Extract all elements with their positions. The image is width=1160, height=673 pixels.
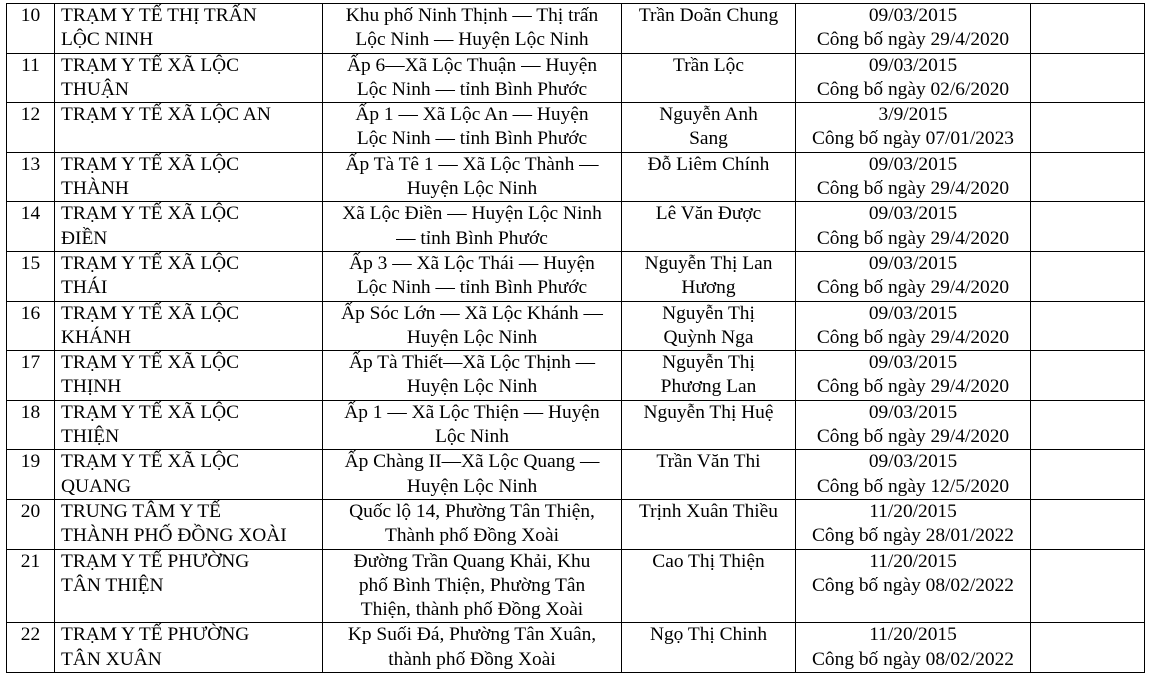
facility-name-cell (55, 4, 323, 54)
table-row (7, 202, 1145, 252)
note-cell (1031, 549, 1145, 623)
person-in-charge-cell-line: Quỳnh Nga (663, 326, 754, 348)
date-cell-line: 11/20/2015 (869, 624, 957, 646)
person-in-charge-cell (622, 4, 796, 54)
address-cell-line: Lộc Ninh — tỉnh Bình Phước (356, 277, 588, 299)
row-number: 18 (20, 401, 41, 423)
person-in-charge-cell (622, 351, 796, 401)
table-row (7, 450, 1145, 500)
date-cell-line: Công bố ngày 02/6/2020 (816, 78, 1010, 100)
date-cell (796, 202, 1031, 252)
address-cell (323, 499, 622, 549)
note-cell (1031, 202, 1145, 252)
date-cell-line: Công bố ngày 29/4/2020 (816, 227, 1010, 249)
date-cell (796, 351, 1031, 401)
facility-name-cell-line: QUANG (61, 475, 132, 497)
date-cell (796, 450, 1031, 500)
person-in-charge-cell (622, 549, 796, 623)
facility-name-cell-line: TRẠM Y TẾ XÃ LỘC (61, 401, 240, 423)
address-cell-line: Ấp 3 — Xã Lộc Thái — Huyện (349, 252, 595, 274)
row-number: 14 (20, 203, 41, 225)
date-cell-line: Công bố ngày 08/02/2022 (812, 648, 1014, 670)
address-cell-line: Ấp Sóc Lớn — Xã Lộc Khánh — (341, 302, 603, 324)
facility-name-cell-line: THIỆN (61, 426, 120, 448)
facility-name-cell-line: TRẠM Y TẾ XÃ LỘC (61, 203, 240, 225)
person-in-charge-cell-line: Sang (689, 128, 728, 150)
stt-cell (7, 53, 55, 103)
address-cell (323, 351, 622, 401)
facility-name-cell-line: TRUNG TÂM Y TẾ (61, 500, 221, 522)
address-cell-line: — tỉnh Bình Phước (396, 227, 548, 249)
table-row (7, 549, 1145, 623)
address-cell-line: thành phố Đồng Xoài (388, 648, 556, 670)
address-cell (323, 103, 622, 153)
person-in-charge-cell-line: Hương (681, 277, 736, 299)
person-in-charge-cell-line: Trịnh Xuân Thiều (639, 500, 778, 522)
stt-cell (7, 152, 55, 202)
address-cell (323, 400, 622, 450)
date-cell-line: Công bố ngày 12/5/2020 (816, 475, 1010, 497)
address-cell-line: Xã Lộc Điền — Huyện Lộc Ninh (342, 203, 602, 225)
row-number: 10 (20, 5, 41, 26)
address-cell (323, 152, 622, 202)
date-cell-line: Công bố ngày 29/4/2020 (816, 326, 1010, 348)
table-row (7, 4, 1145, 54)
date-cell-line: Công bố ngày 29/4/2020 (816, 376, 1010, 398)
facility-name-cell-line: THUẬN (61, 78, 129, 100)
address-cell-line: Đường Trần Quang Khải, Khu (353, 550, 591, 572)
row-number: 20 (20, 500, 41, 522)
date-cell-line: 09/03/2015 (868, 153, 958, 175)
address-cell (323, 549, 622, 623)
person-in-charge-cell (622, 450, 796, 500)
table-row (7, 623, 1145, 673)
facility-name-cell (55, 53, 323, 103)
facility-name-cell-line: THÀNH (61, 178, 129, 200)
facility-name-cell-line: THÀNH PHỐ ĐỒNG XOÀI (61, 525, 287, 547)
facility-name-cell (55, 103, 323, 153)
table-row (7, 152, 1145, 202)
date-cell (796, 400, 1031, 450)
address-cell-line: phố Bình Thiện, Phường Tân (358, 574, 586, 596)
person-in-charge-cell (622, 301, 796, 351)
date-cell (796, 103, 1031, 153)
facility-name-cell-line: TRẠM Y TẾ XÃ LỘC (61, 451, 240, 473)
note-cell (1031, 53, 1145, 103)
address-cell (323, 623, 622, 673)
facility-name-cell-line: TRẠM Y TẾ PHƯỜNG (61, 550, 250, 572)
address-cell-line: Lộc Ninh — tỉnh Bình Phước (356, 128, 588, 150)
facility-name-cell-line: ĐIỀN (61, 227, 108, 249)
date-cell-line: 09/03/2015 (868, 252, 958, 274)
note-cell (1031, 450, 1145, 500)
person-in-charge-cell-line: Nguyễn Thị (662, 352, 755, 374)
address-cell-line: Huyện Lộc Ninh (406, 475, 538, 497)
date-cell (796, 53, 1031, 103)
person-in-charge-cell (622, 53, 796, 103)
facility-name-cell (55, 351, 323, 401)
health-station-table (6, 3, 1145, 673)
date-cell-line: 09/03/2015 (868, 401, 958, 423)
facility-name-cell-line: KHÁNH (61, 326, 132, 348)
facility-name-cell-line: TRẠM Y TẾ XÃ LỘC AN (61, 104, 271, 126)
address-cell-line: Huyện Lộc Ninh (406, 326, 538, 348)
facility-name-cell-line: THÁI (61, 277, 108, 299)
facility-name-cell (55, 499, 323, 549)
person-in-charge-cell (622, 103, 796, 153)
row-number: 12 (20, 104, 41, 126)
person-in-charge-cell (622, 400, 796, 450)
date-cell (796, 251, 1031, 301)
person-in-charge-cell-line: Đỗ Liêm Chính (647, 153, 770, 175)
person-in-charge-cell-line: Trần Văn Thi (656, 451, 761, 473)
address-cell-line: Thiện, thành phố Đồng Xoài (360, 599, 584, 621)
date-cell-line: Công bố ngày 29/4/2020 (816, 277, 1010, 299)
date-cell-line: 09/03/2015 (868, 352, 958, 374)
facility-name-cell-line: TRẠM Y TẾ PHƯỜNG (61, 624, 250, 646)
table-row (7, 351, 1145, 401)
table-row (7, 53, 1145, 103)
address-cell-line: Lộc Ninh — Huyện Lộc Ninh (355, 29, 589, 51)
note-cell (1031, 4, 1145, 54)
stt-cell (7, 4, 55, 54)
row-number: 22 (20, 624, 41, 646)
date-cell-line: 09/03/2015 (868, 5, 958, 26)
person-in-charge-cell-line: Lê Văn Được (655, 203, 762, 225)
stt-cell (7, 301, 55, 351)
date-cell-line: Công bố ngày 29/4/2020 (816, 29, 1010, 51)
facility-name-cell (55, 549, 323, 623)
facility-name-cell-line: TRẠM Y TẾ XÃ LỘC (61, 54, 240, 76)
person-in-charge-cell-line: Trần Lộc (673, 54, 744, 76)
date-cell-line: 09/03/2015 (868, 54, 958, 76)
facility-name-cell (55, 400, 323, 450)
person-in-charge-cell-line: Nguyễn Thị Lan (644, 252, 773, 274)
facility-name-cell-line: LỘC NINH (61, 29, 154, 51)
facility-name-cell-line: TÂN XUÂN (61, 648, 162, 670)
date-cell-line: Công bố ngày 29/4/2020 (816, 426, 1010, 448)
person-in-charge-cell-line: Trần Doãn Chung (638, 5, 779, 26)
address-cell (323, 301, 622, 351)
date-cell-line: 11/20/2015 (869, 500, 957, 522)
note-cell (1031, 400, 1145, 450)
facility-name-cell-line: TRẠM Y TẾ XÃ LỘC (61, 153, 240, 175)
stt-cell (7, 450, 55, 500)
facility-name-cell-line: TRẠM Y TẾ THỊ TRẤN (61, 5, 257, 26)
person-in-charge-cell-line: Nguyễn Thị Huệ (643, 401, 774, 423)
person-in-charge-cell (622, 251, 796, 301)
person-in-charge-cell (622, 499, 796, 549)
note-cell (1031, 251, 1145, 301)
address-cell (323, 251, 622, 301)
address-cell-line: Ấp Tà Tê 1 — Xã Lộc Thành — (345, 153, 599, 175)
row-number: 19 (20, 451, 41, 473)
address-cell-line: Ấp 1 — Xã Lộc Thiện — Huyện (344, 401, 600, 423)
date-cell (796, 4, 1031, 54)
date-cell-line: 09/03/2015 (868, 302, 958, 324)
person-in-charge-cell (622, 152, 796, 202)
address-cell-line: Lộc Ninh (435, 426, 509, 448)
note-cell (1031, 623, 1145, 673)
row-number: 15 (20, 252, 41, 274)
date-cell-line: 09/03/2015 (868, 451, 958, 473)
row-number: 13 (20, 153, 41, 175)
person-in-charge-cell-line: Nguyễn Anh (659, 104, 758, 126)
table-body (7, 4, 1145, 673)
note-cell (1031, 301, 1145, 351)
address-cell-line: Quốc lộ 14, Phường Tân Thiện, (349, 500, 595, 522)
date-cell (796, 549, 1031, 623)
stt-cell (7, 202, 55, 252)
person-in-charge-cell-line: Nguyễn Thị (662, 302, 755, 324)
stt-cell (7, 251, 55, 301)
address-cell (323, 4, 622, 54)
date-cell (796, 623, 1031, 673)
address-cell-line: Ấp Chàng II—Xã Lộc Quang — (344, 451, 600, 473)
address-cell-line: Thành phố Đồng Xoài (385, 525, 559, 547)
date-cell-line: 11/20/2015 (869, 550, 957, 572)
note-cell (1031, 152, 1145, 202)
table-row (7, 301, 1145, 351)
table-row (7, 103, 1145, 153)
row-number: 17 (20, 352, 41, 374)
note-cell (1031, 103, 1145, 153)
facility-name-cell-line: TRẠM Y TẾ XÃ LỘC (61, 252, 240, 274)
address-cell-line: Lộc Ninh — tỉnh Bình Phước (356, 78, 588, 100)
table-row (7, 400, 1145, 450)
row-number: 16 (20, 302, 41, 324)
address-cell-line: Kp Suối Đá, Phường Tân Xuân, (347, 624, 597, 646)
row-number: 21 (20, 550, 41, 572)
person-in-charge-cell-line: Cao Thị Thiện (652, 550, 765, 572)
date-cell-line: Công bố ngày 29/4/2020 (816, 178, 1010, 200)
date-cell-line: 3/9/2015 (878, 104, 948, 126)
address-cell-line: Ấp 1 — Xã Lộc An — Huyện (355, 104, 589, 126)
address-cell-line: Khu phố Ninh Thịnh — Thị trấn (345, 5, 599, 26)
address-cell (323, 202, 622, 252)
address-cell-line: Ấp 6—Xã Lộc Thuận — Huyện (346, 54, 598, 76)
person-in-charge-cell (622, 202, 796, 252)
stt-cell (7, 549, 55, 623)
date-cell-line: 09/03/2015 (868, 203, 958, 225)
address-cell-line: Ấp Tà Thiết—Xã Lộc Thịnh — (348, 352, 596, 374)
person-in-charge-cell-line: Phương Lan (660, 376, 757, 398)
person-in-charge-cell-line: Ngọ Thị Chinh (649, 624, 768, 646)
row-number: 11 (21, 54, 40, 76)
stt-cell (7, 400, 55, 450)
date-cell-line: Công bố ngày 07/01/2023 (812, 128, 1014, 150)
date-cell-line: Công bố ngày 08/02/2022 (812, 574, 1014, 596)
facility-name-cell (55, 623, 323, 673)
facility-name-cell (55, 450, 323, 500)
facility-name-cell-line: TÂN THIỆN (61, 574, 164, 596)
date-cell (796, 301, 1031, 351)
facility-name-cell (55, 301, 323, 351)
address-cell (323, 450, 622, 500)
facility-name-cell (55, 202, 323, 252)
address-cell-line: Huyện Lộc Ninh (406, 376, 538, 398)
facility-name-cell (55, 152, 323, 202)
address-cell (323, 53, 622, 103)
date-cell (796, 152, 1031, 202)
stt-cell (7, 103, 55, 153)
stt-cell (7, 351, 55, 401)
facility-name-cell-line: TRẠM Y TẾ XÃ LỘC (61, 302, 240, 324)
person-in-charge-cell (622, 623, 796, 673)
facility-name-cell (55, 251, 323, 301)
stt-cell (7, 499, 55, 549)
date-cell-line: Công bố ngày 28/01/2022 (812, 525, 1014, 547)
table-row (7, 251, 1145, 301)
stt-cell (7, 623, 55, 673)
date-cell (796, 499, 1031, 549)
note-cell (1031, 351, 1145, 401)
table-row (7, 499, 1145, 549)
facility-name-cell-line: TRẠM Y TẾ XÃ LỘC (61, 352, 240, 374)
note-cell (1031, 499, 1145, 549)
address-cell-line: Huyện Lộc Ninh (406, 178, 538, 200)
facility-name-cell-line: THỊNH (61, 376, 122, 398)
